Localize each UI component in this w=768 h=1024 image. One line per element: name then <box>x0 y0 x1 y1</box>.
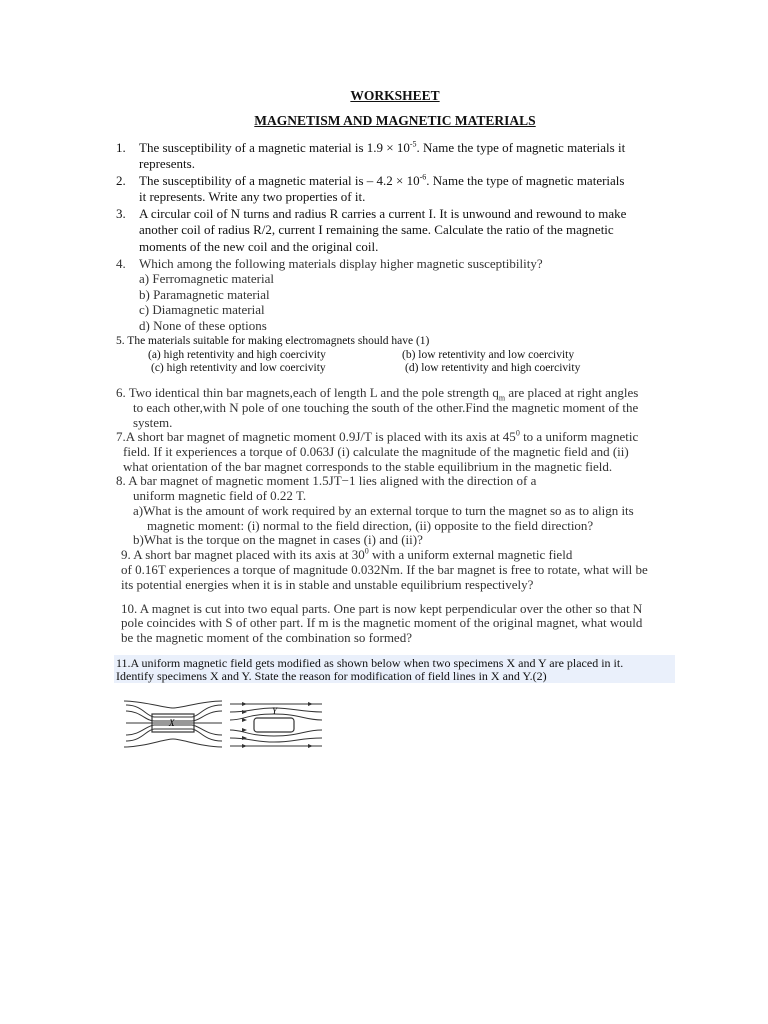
question-7-line-3: what orientation of the bar magnet corresponds to the stable equilibrium in the magnetic field. <box>123 459 613 474</box>
question-11-line-1: 11.A uniform magnetic field gets modified as shown below when two specimens X and Y are placed in it. <box>116 656 624 670</box>
question-3-line-2: another coil of radius R/2, current I remaining the same. Calculate the ratio of the magnetic <box>139 222 614 237</box>
question-4-option-b: b) Paramagnetic material <box>139 287 270 302</box>
question-4-text: Which among the following materials display higher magnetic susceptibility? <box>139 256 543 271</box>
question-4-option-a: a) Ferromagnetic material <box>139 271 274 286</box>
question-6-line-2: to each other,with N pole of one touching the south of the other.Find the magnetic moment of the <box>133 400 639 415</box>
question-4-number: 4. <box>116 256 126 271</box>
field-lines-figure <box>124 700 324 752</box>
question-7-line-1: 7.A short bar magnet of magnetic moment 0.9J/T is placed with its axis at $45^0$ to a uniform magnetic <box>116 428 639 444</box>
question-8-part-b: b)What is the torque on the magnet in cases (i) and (ii)? <box>133 532 423 547</box>
question-1-line-2: represents. <box>139 156 195 171</box>
question-8-line-2: uniform magnetic field of 0.22 T. <box>133 488 307 503</box>
question-4-option-d: d) None of these options <box>139 318 267 333</box>
question-2-line-1: The susceptibility of a magnetic material is – $4.2 \times 10^{-6}$. Name the type of magnetic materials <box>139 172 625 188</box>
question-6-line-1: 6. Two identical thin bar magnets,each of length L and the pole strength $q_m$ are placed at right angles <box>116 385 639 403</box>
question-8-line-1: 8. A bar magnet of magnetic moment 1.5JT−1 lies aligned with the direction of a <box>116 473 537 488</box>
question-2-line-2: it represents. Write any two properties of it. <box>139 189 366 204</box>
question-11-line-2: Identify specimens X and Y. State the reason for modification of field lines in X and Y.(2) <box>116 669 547 683</box>
question-1-line-1: The susceptibility of a magnetic material is $1.9 \times 10^{-5}$. Name the type of magnetic materials it <box>139 139 626 155</box>
question-9-line-1: 9. A short bar magnet placed with its axis at $30^0$ with a uniform external magnetic field <box>121 546 573 562</box>
specimen-y-label: Y <box>272 706 278 716</box>
question-5-option-a: (a) high retentivity and high coercivity <box>148 349 326 361</box>
worksheet-title: WORKSHEET <box>350 88 440 103</box>
question-1-number: 1. <box>116 140 126 155</box>
question-3-line-3: moments of the new coil and the original coil. <box>139 239 379 254</box>
question-10-line-1: 10. A magnet is cut into two equal parts. One part is now kept perpendicular over the other so that N <box>121 601 643 616</box>
question-7-line-2: field. If it experiences a torque of 0.063J (i) calculate the magnitude of the magnetic field and (ii) <box>123 444 629 459</box>
question-5-option-c: (c) high retentivity and low coercivity <box>151 362 326 374</box>
question-3-number: 3. <box>116 206 126 221</box>
question-3-line-1: A circular coil of N turns and radius R carries a current I. It is unwound and rewound to make <box>139 206 627 221</box>
worksheet-subtitle: MAGNETISM AND MAGNETIC MATERIALS <box>254 113 536 128</box>
question-10-line-3: be the magnetic moment of the combination so formed? <box>121 630 412 645</box>
question-4-option-c: c) Diamagnetic material <box>139 302 265 317</box>
question-5-option-b: (b) low retentivity and low coercivity <box>402 349 575 361</box>
question-8-part-a-line-1: a)What is the amount of work required by an external torque to turn the magnet so as to align its <box>133 503 634 518</box>
question-2-number: 2. <box>116 173 126 188</box>
question-9-line-2: of 0.16T experiences a torque of magnitude 0.032Nm. If the bar magnet is free to rotate, what will be <box>121 562 648 577</box>
question-5-option-d: (d) low retentivity and high coercivity <box>405 362 581 374</box>
question-8-part-a-line-2: magnetic moment: (i) normal to the field direction, (ii) opposite to the field direction? <box>147 518 594 533</box>
question-10-line-2: pole coincides with S of other part. If m is the magnetic moment of the original magnet, what would <box>121 615 643 630</box>
question-6-line-3: system. <box>133 415 173 430</box>
specimen-x-label: X <box>169 718 175 728</box>
question-5-text: 5. The materials suitable for making electromagnets should have (1) <box>116 335 430 347</box>
question-9-line-3: its potential energies when it is in stable and unstable equilibrium respectively? <box>121 577 534 592</box>
